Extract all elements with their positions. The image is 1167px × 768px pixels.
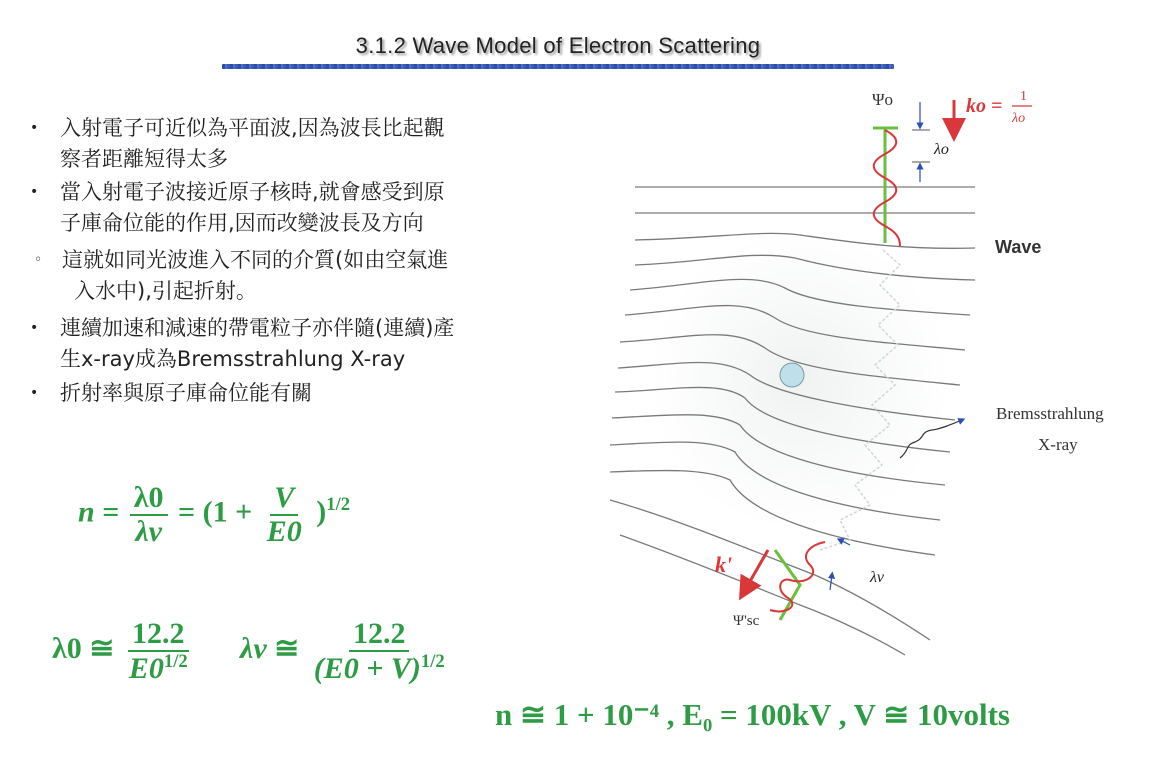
bullet-line: 入射電子可近似為平面波,因為波長比起觀 [60,116,445,140]
eq-one-plus: (1 + [202,495,253,529]
lambda0-equation [52,618,195,684]
wavefront-line [620,535,905,655]
bullet-line: 連續加速和減速的帶電粒子亦伴隨(連續)產 [60,316,455,340]
atom-nucleus [780,363,804,387]
scattering-diagram [600,80,1160,660]
lambda-o-ticks [912,130,930,162]
eq-lambda0: λ0 [130,482,168,516]
lambdav-equation [240,618,452,684]
k-o-frac-num: 1 [1020,89,1027,104]
eq-num-12-2: 12.2 [349,618,410,652]
eq-lambda0-lhs: λ0 [52,631,82,665]
bullet-line: 察者距離短得太多 [60,147,228,171]
lambda-v-label: λv [870,569,885,586]
incident-wave [874,130,900,246]
psi-sc-label: Ψ'sc [733,613,760,629]
bullet-item-2 [30,177,590,239]
title-underline [222,64,894,69]
bullet-line: 生x-ray成為Bremsstrahlung X-ray [60,347,406,371]
values-equation: n ≅ 1 + 10⁻⁴ , E₀ = 100kV , V ≅ 10volts [495,697,1010,732]
eq-exponent: 1/2 [326,494,351,516]
eq-approx: ≅ [89,631,115,665]
psi-o-label: Ψo [872,90,894,109]
eq-approx: ≅ [274,631,300,665]
bullet-line: 當入射電子波接近原子核時,就會感受到原 [60,180,445,204]
eq-den [125,652,192,685]
eq-num-12-2: 12.2 [128,618,189,652]
bullet-marker: • [30,184,39,200]
eq-den-exp: 1/2 [163,650,188,672]
bullet-line: 入水中),引起折射。 [74,279,257,303]
x-ray-label: X-ray [1038,435,1078,454]
eq-den-e0: E0 [128,651,164,685]
eq-lambdav-lhs: λv [240,631,267,665]
eq-v-over-e0 [263,482,306,547]
eq-lambda-ratio [130,482,168,547]
eq-e0: E0 [266,514,302,548]
bullet-marker: ◦ [34,252,43,268]
k-prime-arrow [745,550,768,590]
lambda-o-label: λo [934,141,949,158]
bullet-item-5 [30,378,590,409]
bullet-item-1 [30,113,590,175]
bullet-item-3 [34,245,594,307]
bremsstrahlung-label: Bremsstrahlung [996,404,1104,423]
bullet-marker: • [30,320,39,336]
eq-n: n [78,495,95,529]
bullet-line: 這就如同光波進入不同的介質(如由空氣進 [62,248,449,272]
eq-v: V [270,482,298,516]
eq-lambdav-frac [310,618,449,684]
eq-lambda0-frac [125,618,192,684]
eq-lambdav: λv [135,514,162,548]
eq-den-exp: 1/2 [420,650,445,672]
bullet-marker: • [30,120,39,136]
eq-den-e0-plus-v: (E0 + V) [313,651,421,685]
bullet-item-4 [30,313,590,375]
k-o-label: ko = [966,95,1003,117]
eq-den [310,652,449,685]
bullet-marker: • [30,385,39,401]
wave-label: Wave [995,237,1042,257]
bullet-line: 子庫侖位能的作用,因而改變波長及方向 [60,211,424,235]
bullet-line: 折射率與原子庫侖位能有關 [60,381,312,405]
k-prime-label: k' [715,552,733,577]
refractive-index-equation: n = $\frac{\lambda 0}{\lambda v}$ = (1 + $\frac{V}{E0}$ )$^{1/2}$ [78,481,351,548]
slide-title: 3.1.2 Wave Model of Electron Scattering [355,33,761,58]
k-o-frac-den: λo [1012,111,1026,126]
